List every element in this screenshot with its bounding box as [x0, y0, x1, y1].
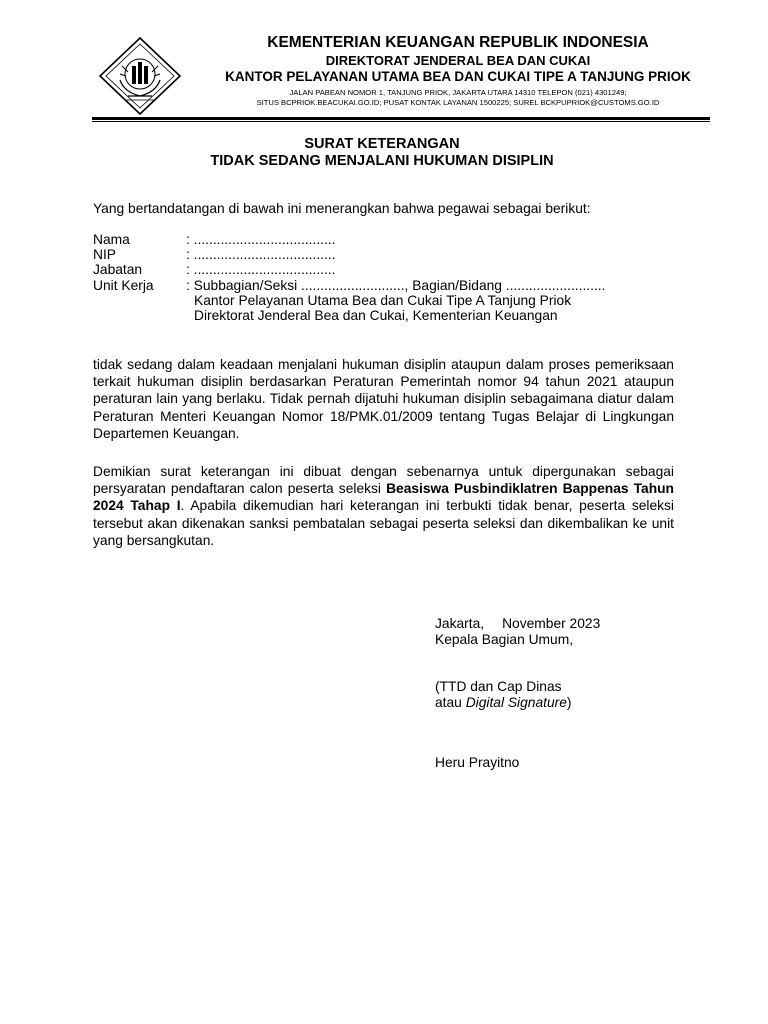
letterhead-address-line1: JALAN PABEAN NOMOR 1, TANJUNG PRIOK, JAKARTA UTARA 14310 TELEPON (021) 4301249;: [289, 88, 627, 97]
signature-stamp-digital: Digital Signature: [465, 695, 567, 710]
intro-text: Yang bertandatangan di bawah ini menerangkan bahwa pegawai sebagai berikut:: [93, 201, 591, 216]
kemenkeu-emblem-icon: [98, 36, 182, 116]
letterhead-rule-thick: [92, 117, 710, 120]
closing-paragraph-part2: . Apabila dikemudian hari keterangan ini terbukti tidak benar, peserta seleksi tersebut akan dikenakan sanksi pembatalan sebagai peserta seleksi dan dikembalikan ke unit yang bersangkutan.: [93, 498, 674, 548]
signature-place-date: [435, 616, 600, 631]
field-unit-value-line1: : Subbagian/Seksi ..........................., Bagian/Bidang ..........................: [186, 278, 606, 293]
closing-paragraph: [93, 463, 674, 549]
signature-place: Jakarta,: [435, 616, 485, 631]
scholarship-name: Beasiswa Pusbindiklatren Bappenas Tahun 2024 Tahap I: [93, 481, 674, 514]
field-nama-value: : .....................................: [186, 232, 336, 247]
field-jabatan-value: : .....................................: [186, 262, 336, 277]
statement-paragraph: tidak sedang dalam keadaan menjalani hukuman disiplin ataupun dalam proses pemeriksaan terkait hukuman disiplin berdasarkan Peraturan Pemerintah nomor 94 tahun 2021 ataupun peraturan lain yang berlaku. Tidak pernah dijatuhi hukuman disiplin sebagaimana diatur dalam Peraturan Menteri Keuangan Nomor 18/PMK.01/2009 tentang Tugas Belajar di Lingkungan Departemen Keuangan.: [93, 357, 674, 441]
letterhead-ministry: KEMENTERIAN KEUANGAN REPUBLIK INDONESIA: [267, 34, 649, 51]
letterhead-directorate: DIREKTORAT JENDERAL BEA DAN CUKAI: [325, 53, 591, 68]
field-unit-value-line2: Kantor Pelayanan Utama Bea dan Cukai Tipe A Tanjung Priok: [194, 293, 572, 308]
signature-stamp-line2: [435, 695, 572, 710]
signature-stamp-suffix: ): [566, 695, 572, 710]
field-jabatan-label: Jabatan: [93, 262, 143, 277]
field-unit-value-line3: Direktorat Jenderal Bea dan Cukai, Kementerian Keuangan: [194, 308, 558, 323]
closing-paragraph-part1: Demikian surat keterangan ini dibuat dengan sebenarnya untuk dipergunakan sebagai persyaratan pendaftaran calon peserta seleksi: [93, 464, 674, 497]
field-nama-label: Nama: [93, 232, 130, 247]
field-nip-value: : .....................................: [186, 247, 336, 262]
document-title-line1: SURAT KETERANGAN: [304, 136, 460, 152]
letterhead-rule-thin: [92, 121, 710, 122]
signature-date: November 2023: [502, 616, 601, 631]
letterhead-office: KANTOR PELAYANAN UTAMA BEA DAN CUKAI TIPE A TANJUNG PRIOK: [225, 69, 691, 84]
letterhead-address-line2: SITUS BCPRIOK.BEACUKAI.GO.ID; PUSAT KONTAK LAYANAN 1500225; SUREL BCKPUPRIOK@CUSTOMS.GO.ID: [256, 98, 660, 107]
signature-stamp-prefix: atau: [435, 695, 466, 710]
signature-stamp-line1: (TTD dan Cap Dinas: [435, 679, 562, 694]
signature-position: Kepala Bagian Umum,: [435, 632, 574, 647]
signatory-name: Heru Prayitno: [435, 755, 520, 770]
field-unit-label: Unit Kerja: [93, 278, 154, 293]
field-nip-label: NIP: [93, 247, 116, 262]
document-title-line2: TIDAK SEDANG MENJALANI HUKUMAN DISIPLIN: [210, 153, 554, 169]
